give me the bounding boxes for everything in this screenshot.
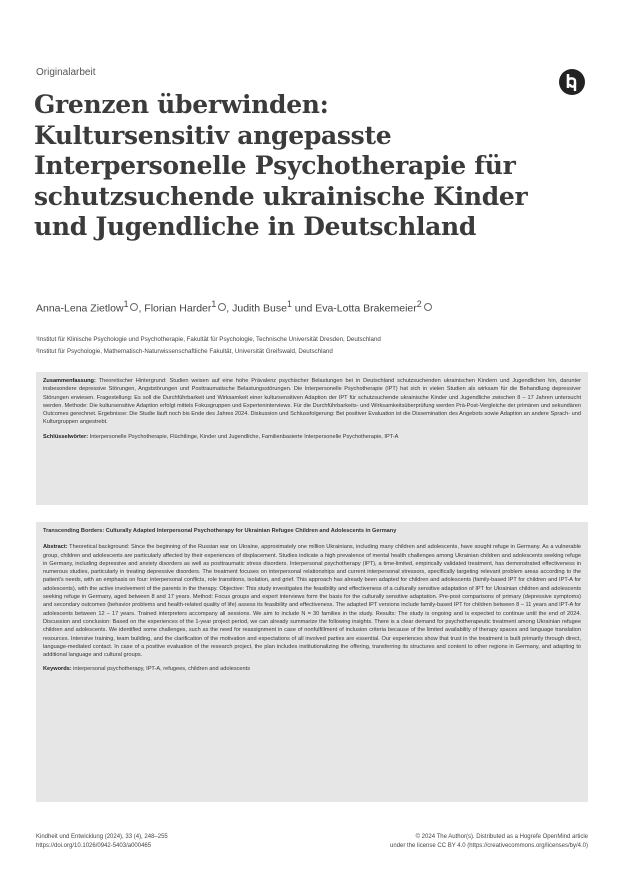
title-line: Kultursensitiv angepasste <box>34 120 392 150</box>
author-name[interactable]: Judith Buse <box>232 302 287 315</box>
author-affil-ref: 1 <box>211 299 217 309</box>
english-title: Transcending Borders: Culturally Adapted Interpersonal Psychotherapy for Ukrainian Refugee Children and Adolescents in Germany <box>43 528 397 534</box>
keywords-label: Schlüsselwörter: <box>43 433 89 440</box>
author-affil-ref: 2 <box>416 299 422 309</box>
affiliation: ¹Institut für Klinische Psychologie und Psychotherapie, Fakultät für Psychologie, Technische Universität Dresden, Deutschland <box>36 336 381 343</box>
article-title <box>34 90 564 243</box>
author-affil-ref: 1 <box>286 299 292 309</box>
author-separator: , <box>138 302 145 315</box>
license-link[interactable]: under the license CC BY 4.0 (https://creativecommons.org/licenses/by/4.0) <box>390 843 588 849</box>
abstract-text: Theoretical background: Since the beginning of the Russian war on Ukraine, approximately one million Ukrainians, including many children and adolescents, have sought refuge in Germany. As a vulnerable group, children and adolescents are particularly affected by their experiences of displacement. Studies indicate a high prevalence of mental health challenges among Ukrainian children and adolescents seeking refuge in Germany, including depressive and anxiety disorders as well as posttraumatic stress disorders. Interpersonal psychotherapy (IPT), a time-limited, empirically validated treatment, has demonstrated effectiveness in numerous studies, particularly in treating depressive disorders. The treatment focuses on interpersonal relationships and current interpersonal stressors, specifically targeting relevant problem areas according to the patient's needs, with an emphasis on four: interpersonal conflicts, role transitions, isolation, and grief. This approach has already been adapted for children and adolescents (family-based IPT for children and IPT-A for adolescents), with the active involvement of the parents in the therapy. Objective: This study investigates the feasibility and effectiveness of a culturally sensitive adaptation of IPT for Ukrainian children and adolescents seeking refuge in Germany, aged between 8 and 17 years. Method: Focus groups and expert interviews form the basis for the culturally sensitive adaptation. Pre-post comparisons of primary (depressive symptoms) and secondary outcomes (behavior problems and health-related quality of life) assess its feasibility and effectiveness. The adapted IPT versions include family-based IPT for children between 8 – 11 years and IPT-A for adolescents between 12 – 17 years. Trained interpreters accompany all sessions. We aim to include N = 30 families in the study. Results: The study is ongoing and is expected to continue until the end of 2024. Discussion and conclusion: Based on the experiences of the 1-year project period, we can already summarize the following insights. There is a clear demand for psychotherapeutic treatment among Ukrainian refugee children and adolescents. We identified some challenges, such as the need for reassignment in case of nonfulfillment of inclusion criteria because of the limited availability of therapy spaces and language translation resources. Intensive training, team building, and the clarification of the motivation and expectations of all involved parties are essential. Our experiences show that trust in the treatment is built primarily through direct, language-mediated contact. In case of a positive evaluation of the research project, the plan includes institutionalizing the offering, transferring its structures and content to other regions in Germany, and adapting to additional language and cultural groups. <box>43 544 581 659</box>
keywords-label: Keywords: <box>43 666 72 673</box>
abstract-label: Abstract: <box>43 544 68 551</box>
keywords <box>43 665 581 673</box>
title-line: Interpersonelle Psychotherapie für <box>34 151 516 180</box>
orcid-icon[interactable] <box>424 303 432 311</box>
title-line: und Jugendliche in Deutschland <box>34 212 477 241</box>
author-affil-ref: 1 <box>123 299 129 309</box>
journal-citation <box>36 833 168 851</box>
author-name[interactable]: Florian Harder <box>144 302 212 315</box>
author-list <box>36 299 596 315</box>
keywords <box>43 433 581 441</box>
abstract-german <box>36 372 588 505</box>
title-line: Grenzen überwinden: <box>34 90 329 119</box>
license-notice <box>300 833 588 851</box>
affiliation: ²Institut für Psychologie, Mathematisch-Naturwissenschaftliche Fakultät, Universität Greifswald, Deutschland <box>36 348 333 355</box>
keywords-text: Interpersonelle Psychotherapie, Flüchtlinge, Kinder und Jugendliche, Familienbasierte Interpersonelle Psychotherapie, IPT-A <box>89 433 399 440</box>
abstract-body <box>43 543 581 659</box>
abstract-label: Zusammenfassung: <box>43 378 96 384</box>
article-category: Originalarbeit <box>36 67 96 78</box>
author-name[interactable]: Eva-Lotta Brakemeier <box>315 302 417 315</box>
license-line: © 2024 The Author(s). Distributed as a Hogrefe OpenMind article <box>415 834 588 840</box>
author-name[interactable]: Anna-Lena Zietlow <box>36 302 124 315</box>
journal-reference: Kindheit und Entwicklung (2024), 33 (4), 248–255 <box>36 834 168 840</box>
doi-link[interactable]: https://doi.org/10.1026/0942-5403/a000465 <box>36 843 152 849</box>
author-separator: und <box>291 302 316 315</box>
author-separator: , <box>226 302 233 315</box>
title-line: schutzsuchende ukrainische Kinder <box>34 181 528 211</box>
abstract-english <box>36 522 588 802</box>
keywords-text: interpersonal psychotherapy, IPT-A, refugees, children and adolescents <box>73 666 250 673</box>
abstract-body <box>43 377 581 427</box>
abstract-text: Theoretischer Hintergrund: Studien weisen auf eine hohe Prävalenz psychischer Belastungen bei in Deutschland schutzsuchenden ukrainischen Kindern und Jugendlichen hin, darunter insbesondere depressive Störungen, Angststörungen und Posttraumatische Belastungsstörungen. Die Interpersonelle Psychotherapie (IPT) hat sich in vielen Studien als wirksam für die Behandlung depressiver Störungen erwiesen. Fragestellung: Es soll die Durchführbarkeit und Wirksamkeit einer kultursensitiven Adaption der IPT für schutzsuchende ukrainische Kinder und Jugendliche zwischen 8 – 17 Jahren untersucht werden. Methode: Die kultursensitive Adaption erfolgt mittels Fokusgruppen und Experteninterviews. Für die Durchführbarkeits- und Wirksamkeitsüberprüfung werden Prä-Post-Vergleiche der primären und sekundären Outcomes gerechnet. Ergebnisse: Die Studie läuft noch bis Ende des Jahres 2024. Diskussion und Schlussfolgerung: Bei positiver Evaluation ist die Dissemination des Angebots sowie Adaption an andere Sprach- und Kulturgruppen angestrebt. <box>43 378 582 426</box>
